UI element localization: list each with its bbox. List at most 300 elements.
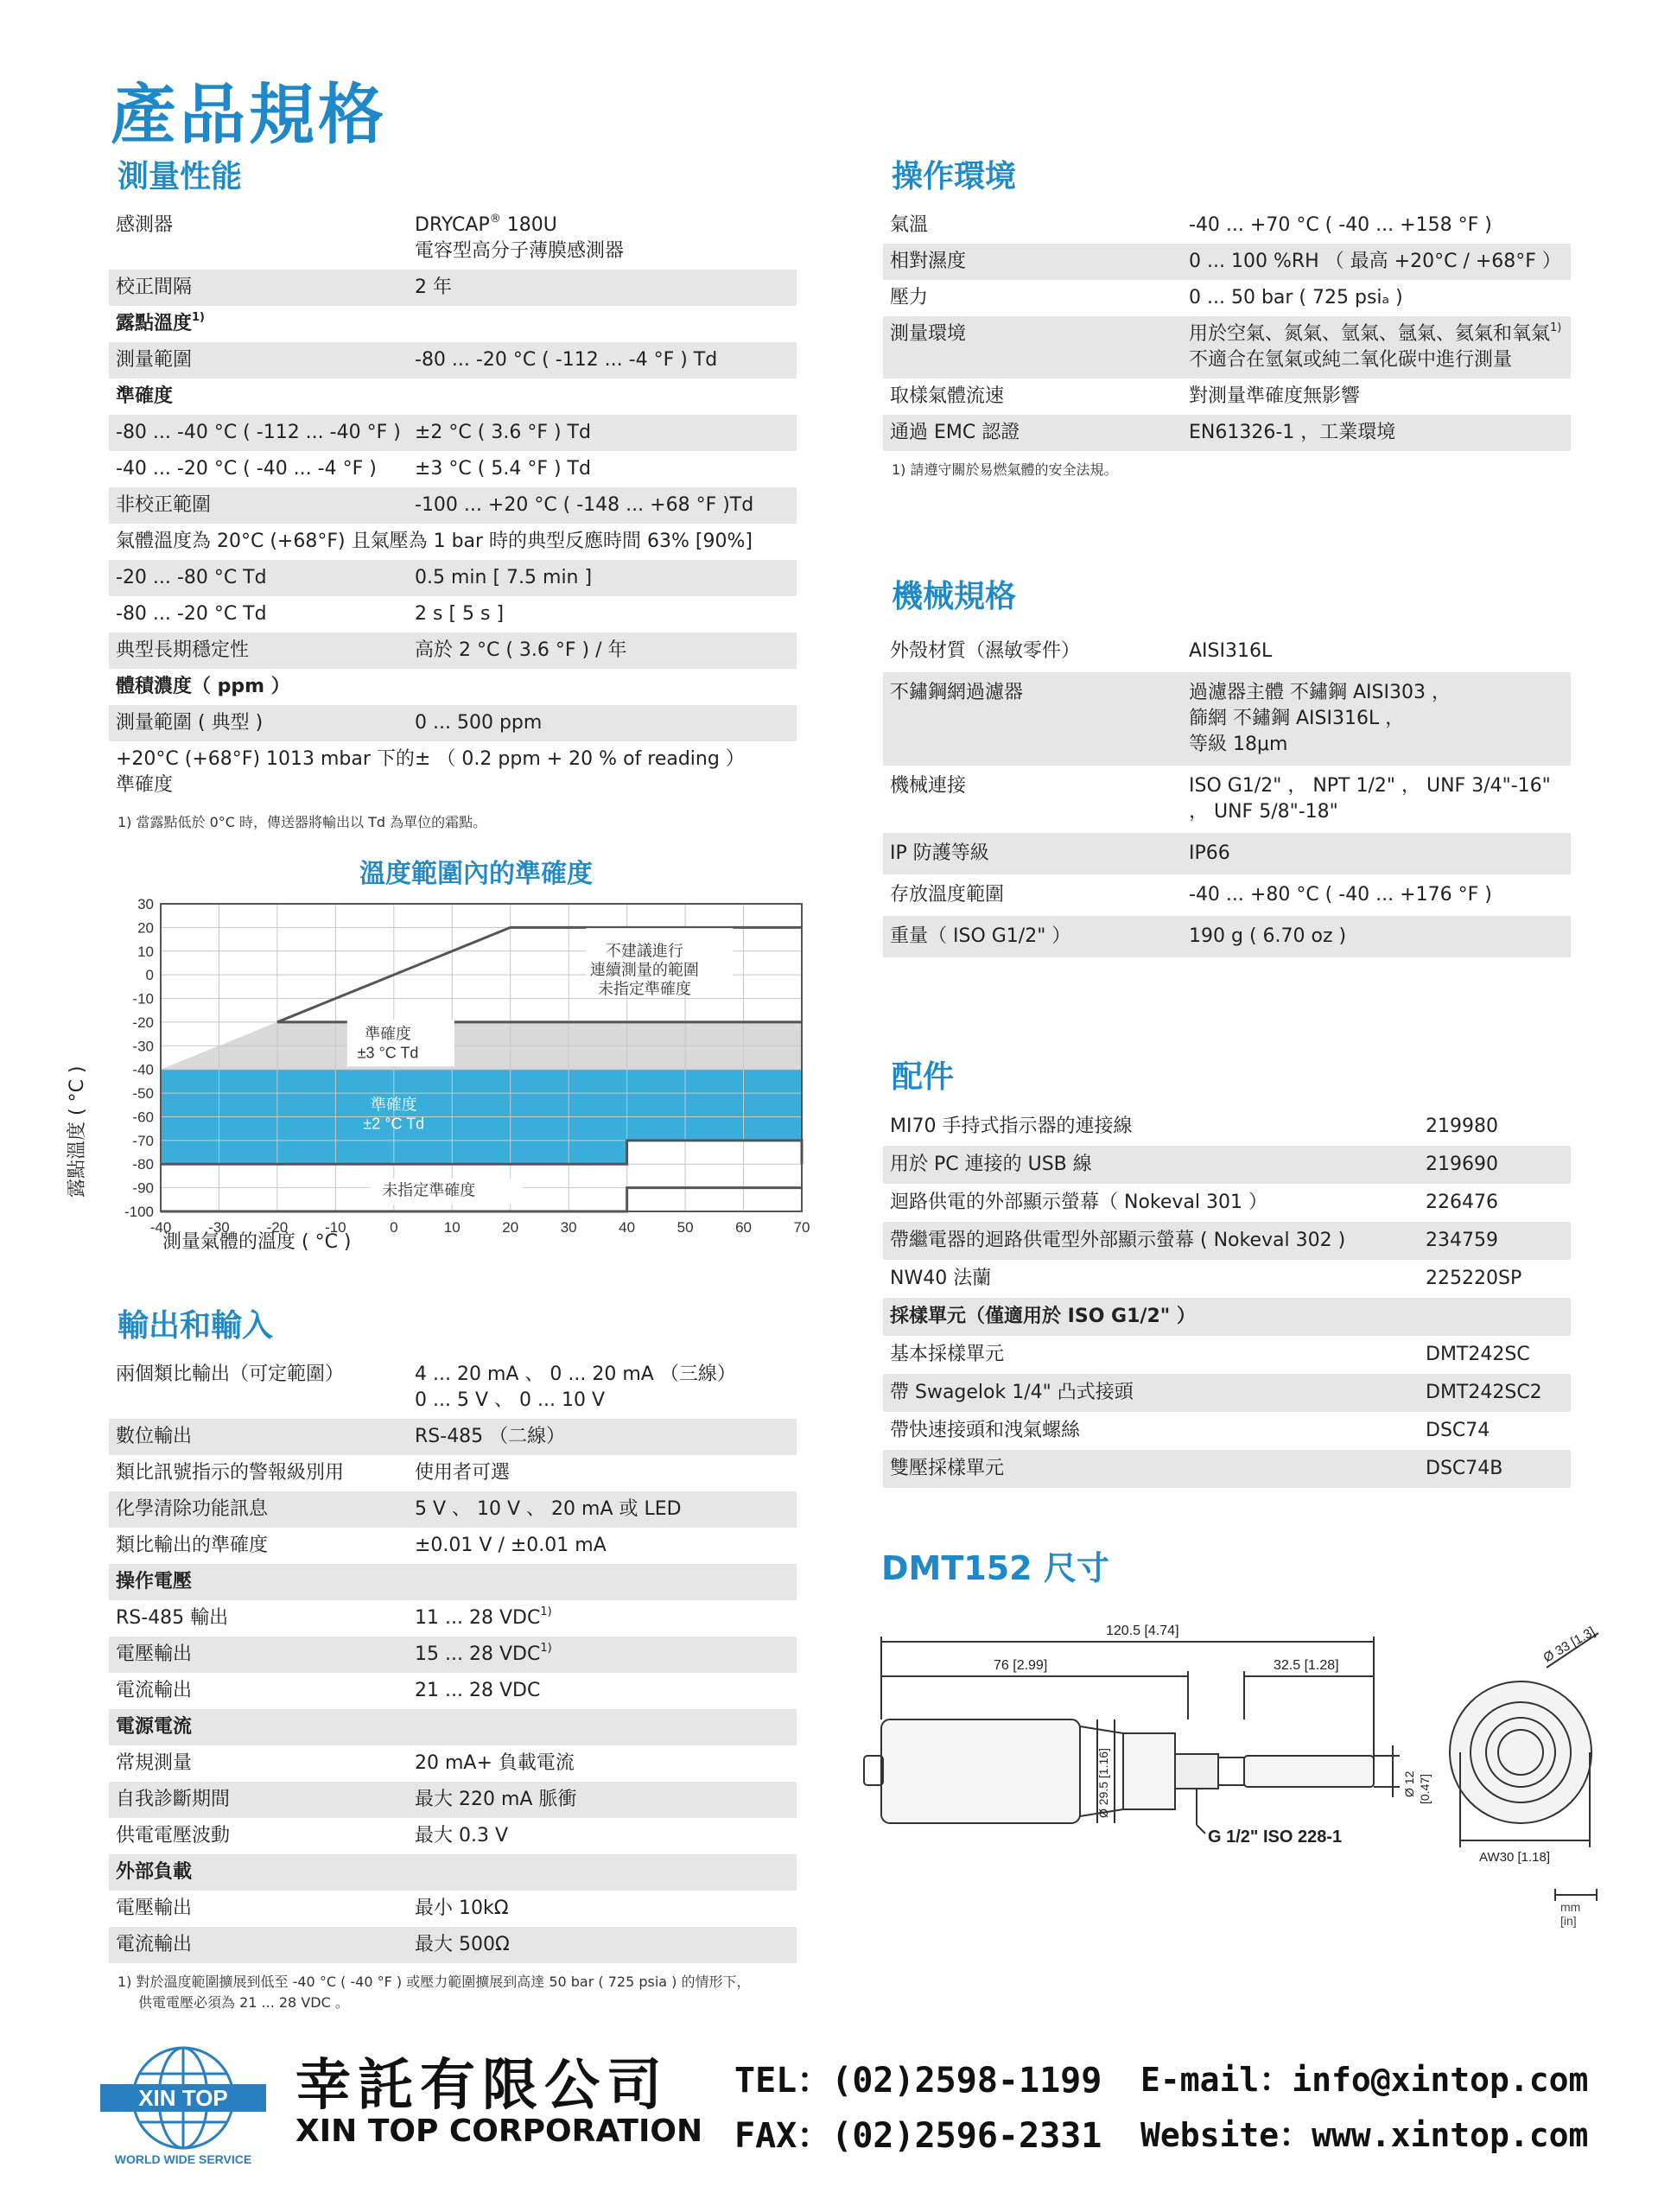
x-tick-label: -40 <box>149 1219 172 1236</box>
spec-value <box>415 1896 790 1922</box>
spec-row <box>109 1673 797 1709</box>
spec-row <box>109 1357 797 1419</box>
spec-key <box>890 249 1189 275</box>
spec-value <box>415 384 790 410</box>
spec-key-text: 氣體溫度為 20°C (+68°F) 且氣壓為 1 bar 時的典型反應時間 63% [90%] <box>116 531 753 552</box>
spec-value <box>1189 213 1564 238</box>
spec-value <box>1189 773 1564 825</box>
spec-row <box>109 306 797 342</box>
spec-key <box>890 882 1189 908</box>
spec-value <box>1426 1266 1564 1292</box>
tel: TEL：(02)2598-1199 <box>734 2061 1102 2101</box>
dimension-drawing <box>864 1607 1607 1928</box>
spec-key <box>116 347 415 373</box>
spec-key <box>116 1751 415 1777</box>
spec-value-text: 234759 <box>1426 1230 1498 1251</box>
label-no-measure: 連續測量的範圍 <box>589 961 699 979</box>
spec-key-text: 雙壓採樣單元 <box>890 1458 1005 1479</box>
spec-key-text: NW40 法蘭 <box>890 1268 992 1289</box>
spec-value <box>1426 1380 1564 1406</box>
io-note-2: 供電電壓必須為 21 ... 28 VDC 。 <box>138 1994 349 2011</box>
spec-row <box>109 1491 797 1528</box>
x-tick-label: 10 <box>443 1219 461 1236</box>
mechanical-title: 機械規格 <box>892 579 1017 614</box>
spec-key-text: 數位輸出 <box>116 1426 193 1447</box>
spec-key <box>890 384 1189 410</box>
spec-value-text: 0 ... 50 bar ( 725 psiₐ ) <box>1189 287 1403 308</box>
spec-key <box>116 1569 415 1595</box>
spec-key <box>890 1380 1426 1406</box>
spec-row <box>109 1709 797 1745</box>
spec-row <box>109 1564 797 1600</box>
spec-row <box>883 1260 1571 1298</box>
spec-value <box>415 1678 790 1704</box>
spec-key-text: 機械連接 <box>890 775 967 797</box>
spec-value <box>1189 924 1564 950</box>
spec-key-text: 體積濃度（ ppm ） <box>116 676 290 697</box>
spec-key-text: 電流輸出 <box>116 1934 193 1955</box>
spec-key-text: 帶 Swagelok 1/4" 凸式接頭 <box>890 1382 1134 1403</box>
spec-key <box>890 420 1189 446</box>
spec-value <box>415 1751 790 1777</box>
spec-key <box>116 1787 415 1813</box>
spec-value-text-2: 不適合在氫氣或純二氧化碳中進行測量 <box>1189 349 1513 371</box>
spec-key-text: 操作電壓 <box>116 1571 193 1592</box>
spec-value-text-2: 電容型高分子薄膜感測器 <box>415 240 625 262</box>
spec-row <box>883 378 1571 415</box>
spec-key-text: 通過 EMC 認證 <box>890 422 1020 443</box>
spec-value-text: 2 年 <box>415 276 452 298</box>
footnote-marker: 1) <box>192 311 206 324</box>
spec-row <box>109 1818 797 1854</box>
spec-key <box>890 1114 1426 1140</box>
spec-value-text: 5 V 、 10 V 、 20 mA 或 LED <box>415 1498 682 1520</box>
spec-value <box>415 1714 790 1740</box>
accessories-table <box>883 1108 1571 1488</box>
spec-key <box>890 213 1189 238</box>
label-accuracy-3: 準確度 <box>365 1025 412 1043</box>
spec-value-text: ±3 °C ( 5.4 °F ) Td <box>415 458 591 480</box>
spec-row <box>883 1298 1571 1336</box>
spec-key <box>890 924 1189 950</box>
spec-row <box>109 451 797 487</box>
spec-value-text: DSC74B <box>1426 1458 1503 1479</box>
chart-xlabel: 測量氣體的溫度 ( °C ) <box>162 1231 352 1253</box>
spec-key-text: 外部負載 <box>116 1861 193 1883</box>
spec-row <box>109 378 797 415</box>
spec-key-text: 外殼材質（濕敏零件） <box>890 640 1081 662</box>
spec-value-text: -100 ... +20 °C ( -148 ... +68 °F )Td <box>415 494 754 516</box>
spec-key-text: 電流輸出 <box>116 1680 193 1701</box>
spec-key <box>116 384 415 410</box>
spec-row <box>109 415 797 451</box>
spec-value-text: 使用者可選 <box>415 1462 511 1484</box>
spec-value <box>415 565 790 591</box>
spec-value-text: 用於空氣、氮氣、氫氣、氬氣、氦氣和氧氣 <box>1189 323 1551 345</box>
spec-row <box>883 1184 1571 1222</box>
spec-value-text: 最小 10kΩ <box>415 1897 509 1919</box>
spec-value <box>415 674 790 700</box>
spec-key <box>116 1896 415 1922</box>
spec-key <box>116 1642 415 1668</box>
spec-key-text: -80 ... -40 °C ( -112 ... -40 °F ) <box>116 422 401 443</box>
spec-value-text: 20 mA+ 負載電流 <box>415 1752 575 1774</box>
spec-value <box>415 420 790 446</box>
spec-value-text: 最大 0.3 V <box>415 1825 509 1847</box>
x-tick-label: -10 <box>325 1219 346 1236</box>
spec-key-text: 化學清除功能訊息 <box>116 1498 269 1520</box>
spec-value-text: DMT242SC2 <box>1426 1382 1542 1403</box>
spec-key <box>116 1497 415 1522</box>
spec-key <box>890 1304 1426 1330</box>
measurement-table <box>109 207 797 804</box>
spec-key-text: -20 ... -80 °C Td <box>116 567 267 588</box>
spec-key-text: -80 ... -20 °C Td <box>116 603 267 625</box>
spec-key-text: 帶快速接頭和洩氣螺絲 <box>890 1420 1081 1441</box>
spec-row <box>109 705 797 741</box>
spec-value <box>1189 285 1564 311</box>
label-unspecified: 未指定準確度 <box>382 1181 476 1199</box>
spec-row <box>883 631 1571 672</box>
spec-value-text: 15 ... 28 VDC <box>415 1643 541 1665</box>
spec-value-text: 高於 2 °C ( 3.6 °F ) / 年 <box>415 639 627 661</box>
y-tick-label: -30 <box>132 1038 154 1055</box>
company-name-en: XIN TOP CORPORATION <box>295 2113 703 2149</box>
spec-value <box>415 1787 790 1813</box>
label-no-measure: 未指定準確度 <box>597 980 691 998</box>
spec-value-text: 0 ... 500 ppm <box>415 712 543 734</box>
spec-row <box>109 487 797 524</box>
spec-value-text-2: 0 ... 5 V 、 0 ... 10 V <box>415 1389 605 1411</box>
spec-value-text-2: 篩網 不鏽鋼 AISI316L ， <box>1189 708 1405 729</box>
spec-key <box>890 841 1189 867</box>
dim-body: 76 [2.99] <box>994 1658 1048 1673</box>
spec-row <box>109 1782 797 1818</box>
spec-value <box>415 1605 790 1631</box>
spec-key <box>116 1714 415 1740</box>
spec-value-text: DRYCAP <box>415 214 490 236</box>
spec-value <box>415 275 790 301</box>
spec-key <box>116 420 415 446</box>
mechanical-table <box>883 631 1571 957</box>
spec-value <box>415 1362 790 1414</box>
spec-key-text: 採樣單元（僅適用於 ISO G1/2" ） <box>890 1306 1196 1327</box>
spec-value <box>1426 1190 1564 1216</box>
dim-total: 120.5 [4.74] <box>1106 1624 1179 1638</box>
label-no-measure: 不建議進行 <box>605 942 683 960</box>
spec-value <box>415 710 790 736</box>
footnote-marker: ® <box>489 213 501 226</box>
y-tick-label: -70 <box>132 1132 154 1149</box>
spec-value <box>415 1642 790 1668</box>
spec-key <box>116 1823 415 1849</box>
environment-title: 操作環境 <box>892 159 1017 194</box>
spec-key-text: -40 ... -20 °C ( -40 ... -4 °F ) <box>116 458 377 480</box>
spec-row <box>883 1108 1571 1146</box>
spec-key-text: 供電電壓波動 <box>116 1825 231 1847</box>
y-tick-label: -10 <box>132 990 154 1007</box>
spec-row <box>109 669 797 705</box>
x-tick-label: 20 <box>502 1219 519 1236</box>
spec-row <box>109 560 797 596</box>
spec-value-text: 4 ... 20 mA 、 0 ... 20 mA （三線） <box>415 1363 736 1385</box>
spec-value-text: 2 s [ 5 s ] <box>415 603 505 625</box>
spec-key <box>116 529 790 555</box>
x-tick-label: 70 <box>793 1219 810 1236</box>
spec-row <box>883 1374 1571 1412</box>
y-tick-label: -90 <box>132 1179 154 1197</box>
spec-key-text: 電壓輸出 <box>116 1897 193 1919</box>
spec-row <box>109 741 797 804</box>
spec-key <box>890 639 1189 664</box>
spec-row <box>109 1637 797 1673</box>
spec-key-text: 測量範圍 ( 典型 ) <box>116 712 264 734</box>
spec-key <box>116 1460 415 1486</box>
environment-table <box>883 207 1571 451</box>
dim-probe-dia-in: [0.47] <box>1418 1773 1432 1804</box>
fax: FAX：(02)2596-2331 <box>734 2116 1102 2156</box>
spec-key <box>890 285 1189 311</box>
spec-value-text: 219980 <box>1426 1116 1498 1137</box>
spec-value-text: 225220SP <box>1426 1268 1522 1289</box>
spec-value <box>1189 639 1564 664</box>
spec-key-text: 壓力 <box>890 287 929 308</box>
spec-key-text: 自我診斷期間 <box>116 1789 231 1810</box>
x-tick-label: -20 <box>266 1219 289 1236</box>
label-accuracy-2: ±2 °C Td <box>363 1115 425 1133</box>
spec-key-text: 非校正範圍 <box>116 494 212 516</box>
spec-key <box>116 311 415 337</box>
spec-key-text: 類比輸出的準確度 <box>116 1535 269 1556</box>
dimensions-title: DMT152 尺寸 <box>881 1549 1109 1587</box>
footnote-marker: 1) <box>540 1605 552 1618</box>
dim-body-dia: Ø 29.5 [1.16] <box>1096 1748 1110 1818</box>
spec-value <box>415 213 790 264</box>
spec-key-text: 電壓輸出 <box>116 1643 193 1665</box>
spec-row <box>883 280 1571 316</box>
spec-key-text: 感測器 <box>116 214 174 236</box>
logo-text: XIN TOP <box>138 2085 228 2111</box>
dim-thread: G 1/2" ISO 228-1 <box>1208 1827 1343 1847</box>
io-table <box>109 1357 797 1963</box>
dim-probe-dia: Ø 12 <box>1402 1770 1416 1797</box>
spec-value-text-2: ， UNF 5/8"-18" <box>1189 801 1338 823</box>
email: E-mail：info@xintop.com <box>1140 2061 1589 2099</box>
y-tick-label: -80 <box>132 1156 154 1173</box>
spec-value <box>415 1533 790 1559</box>
spec-row <box>883 1450 1571 1488</box>
spec-value <box>1426 1304 1564 1330</box>
label-accuracy-3: ±3 °C Td <box>357 1044 419 1062</box>
spec-key-text: 常規測量 <box>116 1752 193 1774</box>
spec-key <box>116 1859 415 1885</box>
page-title: 產品規格 <box>111 76 387 153</box>
spec-value <box>415 493 790 518</box>
spec-key-text: 校正間隔 <box>116 276 193 298</box>
spec-key-text: 用於 PC 連接的 USB 線 <box>890 1154 1092 1175</box>
spec-key-text: 類比訊號指示的警報級別用 <box>116 1462 345 1484</box>
spec-value-text: EN61326-1 ，工業環境 <box>1189 422 1396 443</box>
spec-row <box>109 1600 797 1637</box>
spec-key <box>116 710 415 736</box>
spec-row <box>109 1455 797 1491</box>
spec-row <box>109 342 797 378</box>
spec-row <box>883 1222 1571 1260</box>
spec-value <box>1189 249 1564 275</box>
spec-key-text: MI70 手持式指示器的連接線 <box>890 1116 1133 1137</box>
spec-key <box>116 638 415 664</box>
y-tick-label: -100 <box>124 1204 154 1220</box>
spec-value <box>1426 1342 1564 1368</box>
spec-row <box>109 1927 797 1963</box>
y-tick-label: -40 <box>132 1061 154 1078</box>
y-tick-label: 20 <box>137 919 154 937</box>
spec-row <box>883 766 1571 833</box>
x-tick-label: 50 <box>677 1219 694 1236</box>
unit-mm: mm <box>1560 1900 1581 1914</box>
spec-key-text: 準確度 <box>116 385 174 407</box>
spec-value-text: -40 ... +80 °C ( -40 ... +176 °F ) <box>1189 884 1492 906</box>
spec-value-text: 11 ... 28 VDC <box>415 1607 541 1629</box>
spec-row <box>883 244 1571 280</box>
spec-value <box>415 456 790 482</box>
spec-key-text: 兩個類比輸出（可定範圍） <box>116 1363 345 1385</box>
io-title: 輸出和輸入 <box>118 1308 274 1344</box>
spec-key <box>890 1190 1426 1216</box>
spec-key <box>116 1533 415 1559</box>
footnote-marker: 1) <box>1550 321 1562 334</box>
spec-value-text: ±0.01 V / ±0.01 mA <box>415 1535 607 1556</box>
label-accuracy-2: 準確度 <box>370 1096 417 1114</box>
spec-key <box>116 456 415 482</box>
spec-value-text: 最大 500Ω <box>415 1934 510 1955</box>
spec-key <box>116 601 415 627</box>
spec-value-text: 190 g ( 6.70 oz ) <box>1189 925 1347 947</box>
chart-ylabel: 露點溫度 ( °C ) <box>67 1065 88 1198</box>
spec-value-text: RS-485 （二線） <box>415 1426 566 1447</box>
spec-row <box>883 1336 1571 1374</box>
spec-key-text: 測量環境 <box>890 323 967 345</box>
y-tick-label: 0 <box>145 967 154 984</box>
spec-value-text: 最大 220 mA 脈衝 <box>415 1789 577 1810</box>
spec-value-text: ISO G1/2" ， NPT 1/2" ， UNF 3/4"-16" <box>1189 775 1551 797</box>
spec-row <box>883 916 1571 957</box>
spec-key-text: 氣溫 <box>890 214 929 236</box>
dim-hex: AW30 [1.18] <box>1479 1850 1550 1865</box>
x-tick-label: 40 <box>619 1219 636 1236</box>
spec-row <box>109 1528 797 1564</box>
spec-key <box>890 773 1189 825</box>
accessories-title: 配件 <box>892 1059 955 1095</box>
spec-value-text: 對測量準確度無影響 <box>1189 385 1361 407</box>
y-tick-label: -60 <box>132 1109 154 1126</box>
spec-value-text: ±2 °C ( 3.6 °F ) Td <box>415 422 591 443</box>
spec-value <box>1189 384 1564 410</box>
spec-value <box>415 638 790 664</box>
spec-value-tail: 180U <box>500 214 557 236</box>
measurement-note: 1) 當露點低於 0°C 時，傳送器將輸出以 Td 為單位的霜點。 <box>118 814 487 830</box>
spec-value <box>1426 1456 1564 1482</box>
spec-value-text: 226476 <box>1426 1192 1498 1213</box>
spec-value-text: 219690 <box>1426 1154 1498 1175</box>
x-tick-label: 30 <box>560 1219 577 1236</box>
spec-row <box>109 1745 797 1782</box>
spec-value-text: -80 ... -20 °C ( -112 ... -4 °F ) Td <box>415 349 718 371</box>
region-step <box>627 1141 802 1164</box>
spec-value <box>1426 1152 1564 1178</box>
spec-row <box>109 632 797 669</box>
spec-key-text: 不鏽鋼網過濾器 <box>890 682 1024 703</box>
spec-value <box>1189 680 1564 758</box>
spec-key <box>890 1152 1426 1178</box>
spec-key <box>116 275 415 301</box>
spec-key-text: 存放溫度範圍 <box>890 884 1005 906</box>
spec-key <box>116 747 415 798</box>
spec-key-text: 重量（ ISO G1/2" ） <box>890 925 1071 947</box>
spec-row <box>109 1854 797 1891</box>
spec-key-text: 基本採樣單元 <box>890 1344 1005 1365</box>
unit-in: [in] <box>1560 1914 1577 1928</box>
spec-value <box>1189 420 1564 446</box>
spec-value <box>415 601 790 627</box>
spec-key <box>890 321 1189 373</box>
spec-row <box>883 1412 1571 1450</box>
spec-value <box>415 1424 790 1450</box>
spec-row <box>109 270 797 306</box>
spec-value <box>1189 321 1564 373</box>
spec-value <box>415 747 790 798</box>
spec-row <box>883 207 1571 244</box>
spec-key-text: RS-485 輸出 <box>116 1607 229 1629</box>
spec-key <box>116 213 415 264</box>
spec-value-text: 0.5 min [ 7.5 min ] <box>415 567 593 588</box>
spec-key-text: +20°C (+68°F) 1013 mbar 下的 <box>116 748 415 770</box>
y-tick-label: 10 <box>137 943 154 960</box>
spec-key-text: 露點溫度 <box>116 313 193 334</box>
spec-value-text: 0 ... 100 %RH （ 最高 +20°C / +68°F ） <box>1189 251 1561 272</box>
company-logo <box>97 2044 270 2174</box>
spec-row <box>109 1891 797 1927</box>
spec-value-text: 過濾器主體 不鏽鋼 AISI303 ， <box>1189 682 1451 703</box>
spec-key-text: 帶繼電器的迴路供電型外部顯示螢幕 ( Nokeval 302 ) <box>890 1230 1346 1251</box>
spec-value-text: -40 ... +70 °C ( -40 ... +158 °F ) <box>1189 214 1492 236</box>
spec-key <box>116 674 415 700</box>
spec-value-text: AISI316L <box>1189 640 1273 662</box>
spec-key-text: IP 防護等級 <box>890 842 989 864</box>
spec-row <box>109 596 797 632</box>
dim-hex-dia: Ø 33 [1.3] <box>1540 1624 1598 1666</box>
io-note-1: 1) 對於溫度範圍擴展到低至 -40 °C ( -40 °F ) 或壓力範圍擴展到高達 50 bar ( 725 psia ) 的情形下， <box>118 1974 751 1990</box>
spec-row <box>883 874 1571 916</box>
y-tick-label: 30 <box>137 896 154 912</box>
spec-key <box>890 1418 1426 1444</box>
y-tick-label: -50 <box>132 1085 154 1103</box>
y-tick-label: -20 <box>132 1014 154 1031</box>
spec-key <box>116 1605 415 1631</box>
spec-row <box>883 672 1571 766</box>
spec-value <box>415 1932 790 1958</box>
spec-key-text: 相對濕度 <box>890 251 967 272</box>
website: Website：www.xintop.com <box>1140 2116 1589 2154</box>
chart-title: 溫度範圍內的準確度 <box>359 859 593 889</box>
spec-value <box>1426 1114 1564 1140</box>
spec-value <box>1189 882 1564 908</box>
spec-value-text: DSC74 <box>1426 1420 1490 1441</box>
spec-key <box>116 565 415 591</box>
x-tick-label: -30 <box>208 1219 230 1236</box>
spec-row <box>883 316 1571 378</box>
footnote-marker: 1) <box>540 1642 552 1655</box>
